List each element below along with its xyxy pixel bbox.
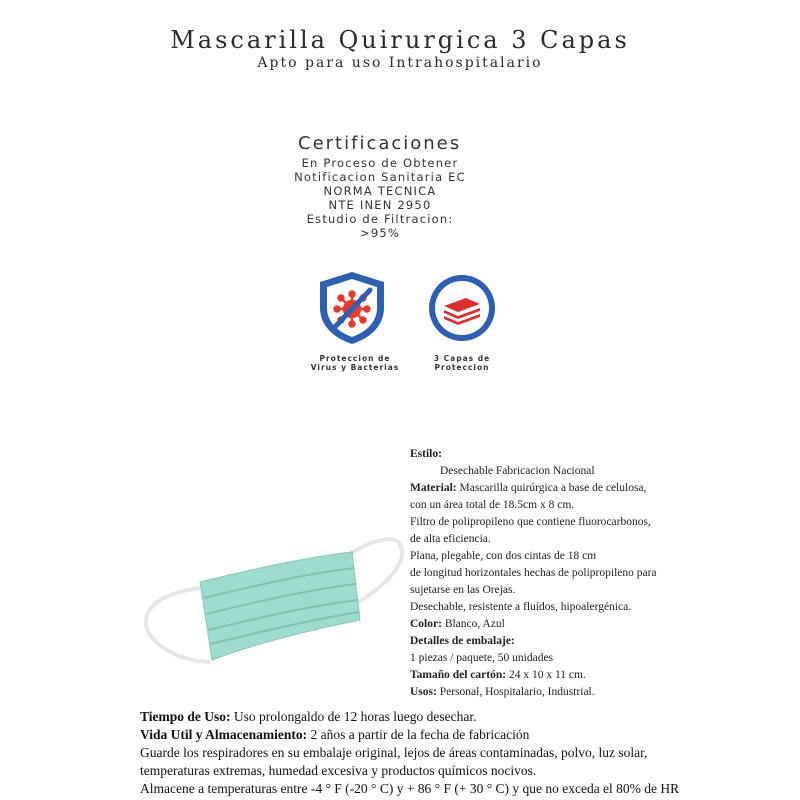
storage-line: temperaturas extremas, humedad excesiva y productos químicos nocivos. (140, 763, 537, 778)
storage-line: Guarde los respiradores en su embalaje original, lejos de áreas contaminadas, polvo, luz solar, (140, 745, 648, 760)
spec-value: Personal, Hospitalario, Industrial. (439, 686, 595, 698)
bottom-value: 2 años a partir de la fecha de fabricación (310, 727, 530, 742)
cert-line: Notificacion Sanitaria EC (294, 170, 466, 184)
shield-virus-icon (312, 268, 392, 348)
spec-material-line: de longitud horizontales hechas de polipropileno para (410, 567, 657, 579)
spec-value: Blanco, Azul (444, 618, 505, 630)
spec-material-line: Desechable, resistente a fluídos, hipoalergénica. (410, 601, 632, 613)
spec-usos (410, 684, 595, 701)
page-title: Mascarilla Quirurgica 3 Capas (170, 26, 630, 54)
surgical-mask-image (140, 520, 410, 680)
bottom-value: Uso prolongaldo de 12 horas luego desechar. (233, 709, 477, 724)
bottom-label: Tiempo de Uso: (140, 709, 231, 724)
spec-color (410, 616, 505, 633)
spec-label: Usos: (410, 686, 437, 698)
spec-label: Color: (410, 618, 442, 630)
spec-material-line: Plana, plegable, con dos cintas de 18 cm (410, 550, 597, 562)
badge-caption-line: Virus y Bacterias (310, 363, 400, 372)
bottom-label: Vida Util y Almacenamiento: (140, 727, 308, 742)
spec-estilo-value: Desechable Fabricacion Nacional (440, 465, 595, 477)
cert-line: Estudio de Filtracion: (306, 212, 454, 226)
tiempo-de-uso (140, 708, 476, 726)
spec-estilo-label (410, 446, 442, 463)
badge-caption-1 (300, 354, 410, 372)
spec-label: Estilo: (410, 448, 442, 460)
layers-icon (426, 272, 498, 344)
spec-material-line: con un área total de 18.5cm x 8 cm. (410, 499, 575, 511)
cert-line: NTE INEN 2950 (328, 198, 432, 212)
spec-label: Detalles de embalaje: (410, 635, 515, 647)
cert-line: >95% (360, 226, 400, 240)
spec-material-line: de alta eficiencia. (410, 533, 491, 545)
spec-value: Mascarilla quirúrgica a base de celulosa, (459, 482, 647, 494)
spec-material-line: Filtro de polipropileno que contiene fluorocarbonos, (410, 516, 651, 528)
cert-line: En Proceso de Obtener (301, 156, 459, 170)
certifications-title: Certificaciones (298, 133, 462, 154)
badge-caption-2 (412, 354, 512, 372)
spec-material-line: sujetarse en las Orejas. (410, 584, 516, 596)
cert-line: NORMA TECNICA (323, 184, 437, 198)
vida-util (140, 726, 529, 744)
badge-caption-line: Proteccion de (319, 354, 391, 363)
surgical-mask-icon (140, 520, 410, 680)
spec-label: Tamaño del cartón: (410, 669, 507, 681)
spec-material (410, 480, 646, 497)
layers-badge (426, 272, 498, 344)
spec-value: 24 x 10 x 11 cm. (508, 669, 586, 681)
badge-caption-line: Proteccion (434, 363, 490, 372)
spec-carton (410, 667, 586, 684)
spec-label: Material: (410, 482, 457, 494)
spec-embalaje-label (410, 633, 515, 650)
spec-embalaje-value: 1 piezas / paquete, 50 unidades (410, 652, 554, 664)
virus-protection-badge (312, 268, 392, 348)
storage-line: Almacene a temperaturas entre -4 ° F (-20 ° C) y + 86 ° F (+ 30 ° C) y que no exceda el 80% de HR (140, 781, 680, 796)
page-subtitle: Apto para uso Intrahospitalario (257, 55, 543, 71)
badge-caption-line: 3 Capas de (433, 354, 491, 363)
